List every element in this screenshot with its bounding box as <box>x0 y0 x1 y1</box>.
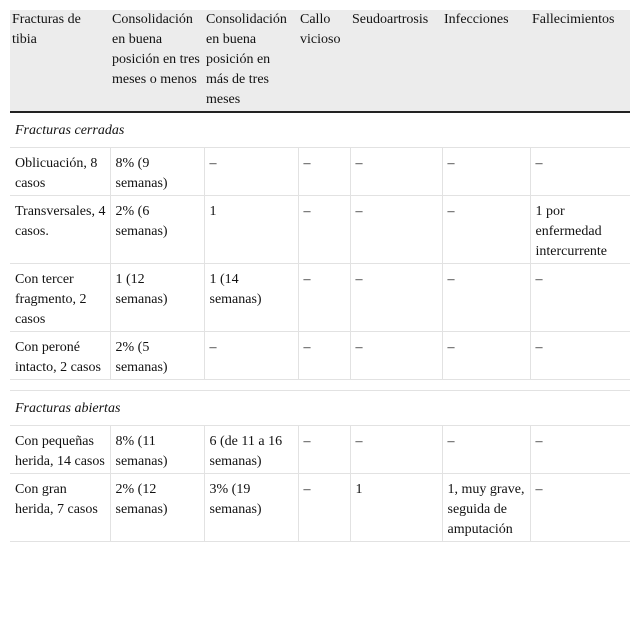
header-consolidation-three-months: Consolidación en buena posición en tres meses o menos <box>110 10 204 112</box>
table-cell: – <box>530 426 630 474</box>
table-cell: – <box>530 148 630 196</box>
table-cell: – <box>298 264 350 332</box>
table-cell: – <box>530 264 630 332</box>
section-spacer <box>10 380 630 391</box>
table-cell: 2% (12 semanas) <box>110 474 204 542</box>
row-label: Con peroné intacto, 2 casos <box>10 332 110 380</box>
table-cell: – <box>442 332 530 380</box>
section-row-open-fractures <box>10 391 630 426</box>
table-cell: – <box>442 426 530 474</box>
table-cell: 2% (5 semanas) <box>110 332 204 380</box>
table-cell: – <box>350 332 442 380</box>
header-pseudarthrosis: Seudoartrosis <box>350 10 442 112</box>
table-cell: 6 (de 11 a 16 semanas) <box>204 426 298 474</box>
table-cell: 8% (11 semanas) <box>110 426 204 474</box>
table-cell: – <box>204 332 298 380</box>
table-cell: – <box>530 474 630 542</box>
table-cell: 1, muy grave, seguida de amputación <box>442 474 530 542</box>
table-cell: – <box>442 196 530 264</box>
table-cell: 3% (19 semanas) <box>204 474 298 542</box>
header-row <box>10 10 630 112</box>
table-row <box>10 426 630 474</box>
table-cell: – <box>350 264 442 332</box>
table-row <box>10 474 630 542</box>
table-cell: 8% (9 semanas) <box>110 148 204 196</box>
table-cell: 1 <box>350 474 442 542</box>
table-cell: 1 (14 semanas) <box>204 264 298 332</box>
table-row <box>10 332 630 380</box>
table-cell: 1 <box>204 196 298 264</box>
table-cell: 2% (6 semanas) <box>110 196 204 264</box>
row-label: Con pequeñas herida, 14 casos <box>10 426 110 474</box>
table-cell: – <box>298 474 350 542</box>
table-row <box>10 196 630 264</box>
table-cell: – <box>298 426 350 474</box>
table-cell: – <box>204 148 298 196</box>
table-cell: – <box>298 148 350 196</box>
table-row <box>10 264 630 332</box>
header-fracture-type: Fracturas de tibia <box>10 10 110 112</box>
table-row <box>10 148 630 196</box>
table-cell: 1 (12 semanas) <box>110 264 204 332</box>
section-title: Fracturas abiertas <box>10 391 630 426</box>
header-consolidation-more-than-three-months: Consolidación en buena posición en más de tres meses <box>204 10 298 112</box>
row-label: Con tercer fragmento, 2 casos <box>10 264 110 332</box>
table-cell: – <box>442 148 530 196</box>
table-cell: – <box>350 148 442 196</box>
fracture-results-table <box>10 10 630 542</box>
row-label: Oblicuación, 8 casos <box>10 148 110 196</box>
header-deaths: Fallecimientos <box>530 10 630 112</box>
header-infections: Infecciones <box>442 10 530 112</box>
table-cell: – <box>298 332 350 380</box>
table-cell: – <box>530 332 630 380</box>
section-row-closed-fractures <box>10 112 630 148</box>
section-title: Fracturas cerradas <box>10 112 630 148</box>
spacer-cell <box>10 380 630 391</box>
header-malunion: Callo vicioso <box>298 10 350 112</box>
table-cell: – <box>350 196 442 264</box>
table-cell: – <box>442 264 530 332</box>
row-label: Con gran herida, 7 casos <box>10 474 110 542</box>
table-cell: – <box>350 426 442 474</box>
table-cell: 1 por enfermedad intercurrente <box>530 196 630 264</box>
table-cell: – <box>298 196 350 264</box>
row-label: Transversales, 4 casos. <box>10 196 110 264</box>
